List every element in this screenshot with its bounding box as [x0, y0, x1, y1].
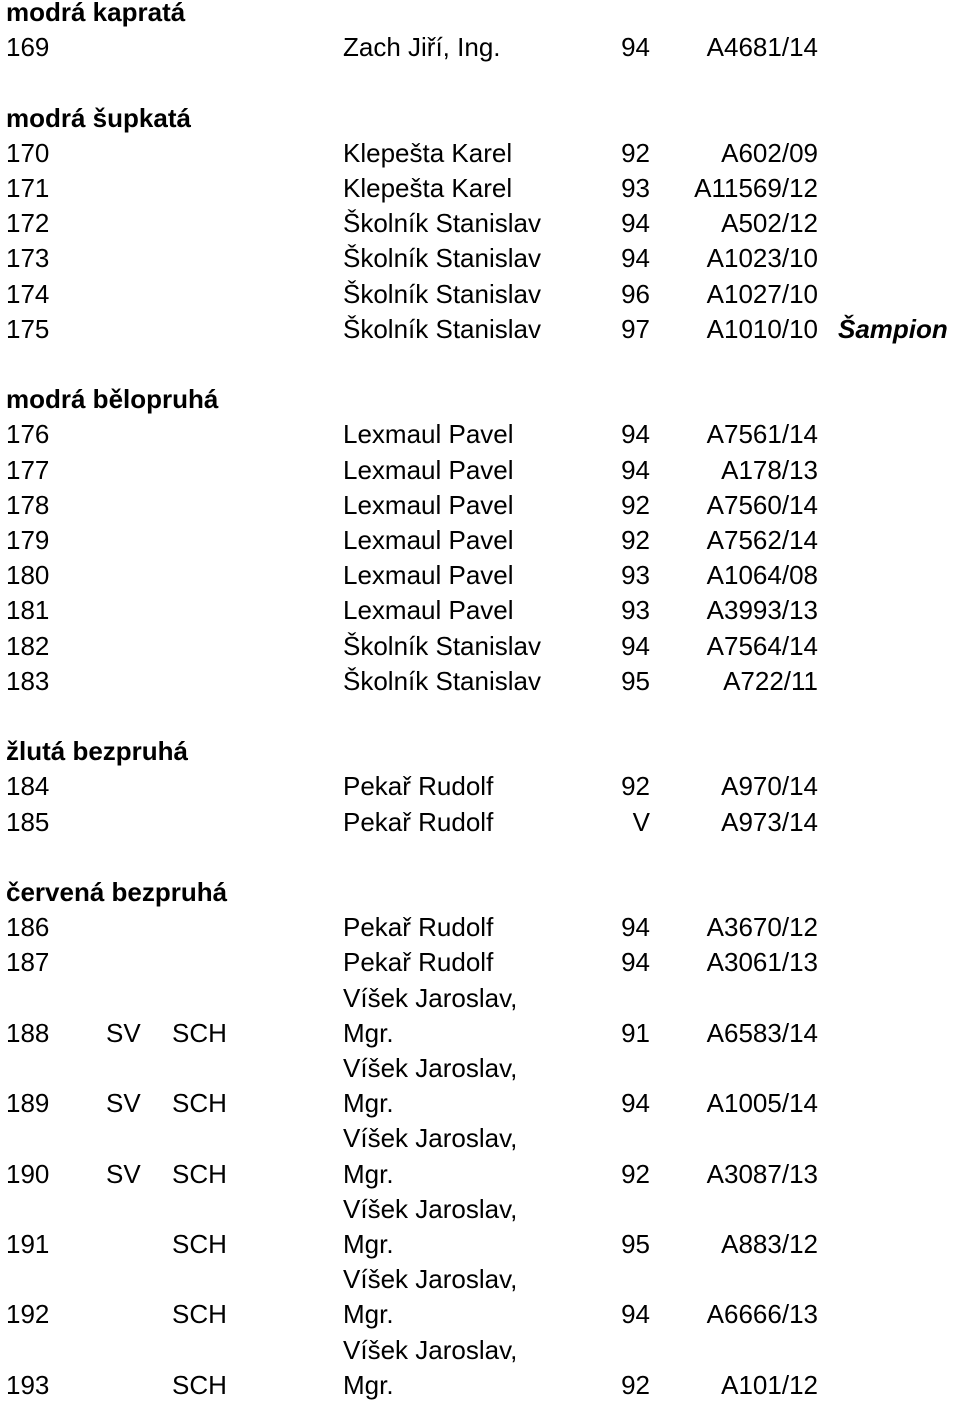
section-heading: modrá kapratá: [6, 0, 186, 27]
ring-number: A883/12: [721, 1229, 818, 1259]
entry-row: [0, 1370, 960, 1405]
section-heading: žlutá bezpruhá: [6, 736, 189, 767]
entry-row: [0, 1229, 960, 1264]
ring-number: A502/12: [721, 208, 818, 239]
score: 95: [621, 1229, 650, 1259]
exhibitor-name: Klepešta Karel: [343, 137, 513, 168]
ring-number: A7564/14: [706, 630, 818, 661]
ring-number: A7562/14: [706, 525, 818, 555]
sch-mark: SCH: [172, 1158, 227, 1189]
sch-mark: SCH: [172, 1017, 227, 1048]
entry-row: [0, 525, 960, 560]
score: 92: [621, 137, 650, 168]
sv-mark: SV: [106, 1017, 141, 1048]
score: 94: [621, 419, 650, 450]
score: 94: [621, 912, 650, 943]
entry-row: [0, 1018, 960, 1053]
exhibitor-name: Lexmaul Pavel: [343, 525, 514, 555]
entry-number: 193: [6, 1369, 50, 1400]
sv-mark: SV: [106, 1088, 141, 1119]
exhibitor-name: Školník Stanislav: [343, 313, 541, 344]
score: 93: [621, 595, 650, 626]
entry-number: 183: [6, 665, 50, 696]
entry-number: 169: [6, 32, 50, 63]
ring-number: A3061/13: [706, 947, 818, 978]
entry-number: 184: [6, 771, 50, 802]
score: 92: [621, 771, 650, 802]
entry-row: [0, 138, 960, 173]
score: 92: [621, 525, 650, 555]
entry-number: 178: [6, 489, 50, 520]
exhibitor-name: Pekař Rudolf: [343, 947, 494, 978]
score: 92: [621, 1369, 650, 1400]
entry-row: [0, 490, 960, 525]
exhibitor-name: Lexmaul Pavel: [343, 560, 514, 591]
exhibitor-name: Školník Stanislav: [343, 243, 541, 274]
ring-number: A178/13: [721, 454, 818, 485]
entry-row: [0, 560, 960, 595]
ring-number: A602/09: [721, 137, 818, 168]
entry-number: 179: [6, 525, 50, 555]
entry-number: 190: [6, 1158, 50, 1189]
exhibitor-name-part: Víšek Jaroslav,: [343, 1123, 518, 1154]
score: 93: [621, 560, 650, 591]
ring-number: A7561/14: [706, 419, 818, 450]
exhibitor-name: Pekař Rudolf: [343, 806, 494, 837]
score: 94: [621, 243, 650, 274]
entry-row: [0, 595, 960, 630]
ring-number: A1010/10: [706, 313, 818, 344]
ring-number: A3993/13: [706, 595, 818, 626]
entry-number: 191: [6, 1229, 50, 1259]
exhibitor-name: Lexmaul Pavel: [343, 454, 514, 485]
section-heading-line: [0, 877, 960, 912]
score: 94: [621, 947, 650, 978]
sch-mark: SCH: [172, 1369, 227, 1400]
ring-number: A7560/14: [706, 489, 818, 520]
entry-number: 176: [6, 419, 50, 450]
entry-row: [0, 173, 960, 208]
entry-row: [0, 314, 960, 349]
entry-number: 170: [6, 137, 50, 168]
entry-number: 192: [6, 1299, 50, 1330]
section-heading-line: [0, 0, 960, 32]
exhibitor-name: Klepešta Karel: [343, 173, 513, 203]
exhibitor-name-part: Víšek Jaroslav,: [343, 982, 518, 1013]
entry-row: [0, 912, 960, 947]
entry-number: 189: [6, 1088, 50, 1119]
exhibitor-name: Mgr.: [343, 1017, 394, 1048]
exhibitor-name: Mgr.: [343, 1369, 394, 1400]
entry-row: [0, 1088, 960, 1123]
score: 92: [621, 1158, 650, 1189]
ring-number: A1064/08: [706, 560, 818, 591]
ring-number: A1027/10: [706, 278, 818, 309]
score: 92: [621, 489, 650, 520]
entry-row: [0, 807, 960, 842]
entry-row: [0, 666, 960, 701]
entry-number: 186: [6, 912, 50, 943]
ring-number: A4681/14: [706, 32, 818, 63]
exhibitor-name: Lexmaul Pavel: [343, 595, 514, 626]
score: V: [632, 806, 650, 837]
sch-mark: SCH: [172, 1088, 227, 1119]
score: 91: [621, 1017, 650, 1048]
entry-row: [0, 1299, 960, 1334]
score: 93: [621, 173, 650, 203]
section-heading: modrá šupkatá: [6, 102, 191, 133]
exhibitor-name: Školník Stanislav: [343, 630, 541, 661]
sv-mark: SV: [106, 1158, 141, 1189]
exhibitor-name: Školník Stanislav: [343, 208, 541, 239]
score: 96: [621, 278, 650, 309]
entry-number: 174: [6, 278, 50, 309]
entry-number: 185: [6, 806, 50, 837]
entry-name-wrap-line: [0, 983, 960, 1018]
exhibitor-name: Lexmaul Pavel: [343, 419, 514, 450]
exhibitor-name-part: Víšek Jaroslav,: [343, 1193, 518, 1224]
entry-name-wrap-line: [0, 1264, 960, 1299]
exhibitor-name: Pekař Rudolf: [343, 912, 494, 943]
entry-row: [0, 1159, 960, 1194]
entry-row: [0, 279, 960, 314]
exhibitor-name: Mgr.: [343, 1088, 394, 1119]
exhibitor-name-part: Víšek Jaroslav,: [343, 1334, 518, 1365]
entry-number: 182: [6, 630, 50, 661]
entry-number: 171: [6, 173, 50, 203]
exhibitor-name-part: Víšek Jaroslav,: [343, 1053, 518, 1083]
section-heading-line: [0, 384, 960, 419]
section-heading: modrá bělopruhá: [6, 384, 219, 415]
entry-name-wrap-line: [0, 1053, 960, 1088]
exhibitor-name: Zach Jiří, Ing.: [343, 32, 501, 63]
entry-row: [0, 947, 960, 982]
entry-row: [0, 631, 960, 666]
ring-number: A11569/12: [694, 173, 818, 203]
score: 94: [621, 32, 650, 63]
sch-mark: SCH: [172, 1229, 227, 1259]
ring-number: A6666/13: [706, 1299, 818, 1330]
ring-number: A722/11: [723, 665, 818, 696]
ring-number: A3087/13: [706, 1158, 818, 1189]
ring-number: A101/12: [721, 1369, 818, 1400]
ring-number: A973/14: [721, 806, 818, 837]
exhibitor-name: Mgr.: [343, 1229, 394, 1259]
entry-number: 180: [6, 560, 50, 591]
exhibitor-name: Lexmaul Pavel: [343, 489, 514, 520]
award-label: Šampion: [838, 313, 948, 344]
exhibitor-name: Školník Stanislav: [343, 665, 541, 696]
sch-mark: SCH: [172, 1299, 227, 1330]
ring-number: A6583/14: [706, 1017, 818, 1048]
score: 94: [621, 1088, 650, 1119]
score: 95: [621, 665, 650, 696]
section-heading: červená bezpruhá: [6, 877, 228, 907]
score: 94: [621, 1299, 650, 1330]
entry-number: 173: [6, 243, 50, 274]
exhibitor-name: Pekař Rudolf: [343, 771, 494, 802]
entry-row: [0, 419, 960, 454]
exhibitor-name: Školník Stanislav: [343, 278, 541, 309]
exhibitor-name-part: Víšek Jaroslav,: [343, 1264, 518, 1295]
score: 94: [621, 454, 650, 485]
score: 97: [621, 313, 650, 344]
ring-number: A970/14: [721, 771, 818, 802]
entry-name-wrap-line: [0, 1194, 960, 1229]
entry-number: 181: [6, 595, 50, 626]
entry-row: [0, 32, 960, 67]
entry-number: 172: [6, 208, 50, 239]
ring-number: A3670/12: [706, 912, 818, 943]
score: 94: [621, 208, 650, 239]
ring-number: A1005/14: [706, 1088, 818, 1119]
section-heading-line: [0, 103, 960, 138]
exhibitor-name: Mgr.: [343, 1299, 394, 1330]
entry-name-wrap-line: [0, 1335, 960, 1370]
entry-row: [0, 455, 960, 490]
score: 94: [621, 630, 650, 661]
entry-name-wrap-line: [0, 1123, 960, 1158]
entry-number: 177: [6, 454, 50, 485]
section-heading-line: [0, 736, 960, 771]
entry-row: [0, 243, 960, 278]
ring-number: A1023/10: [706, 243, 818, 274]
exhibitor-name: Mgr.: [343, 1158, 394, 1189]
entry-number: 187: [6, 947, 50, 978]
entry-number: 188: [6, 1017, 50, 1048]
entry-number: 175: [6, 313, 50, 344]
entry-row: [0, 771, 960, 806]
entry-row: [0, 208, 960, 243]
